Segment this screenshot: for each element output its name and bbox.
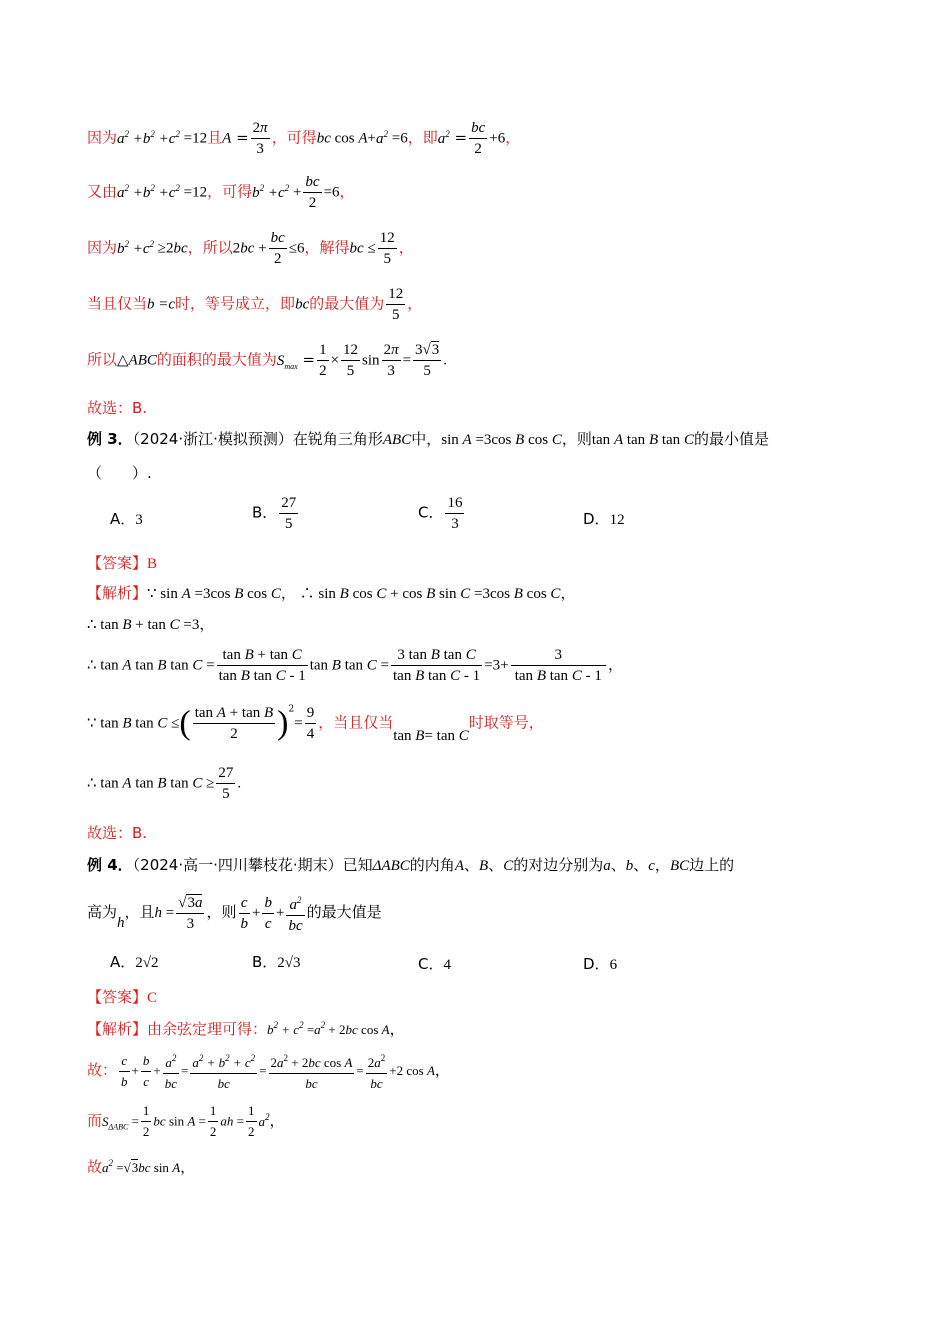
choose-b-1: 故选：B. bbox=[87, 399, 148, 417]
solution-line-4: 当且仅当b =c时，等号成立，即bc的最大值为 $\frac{12}{5}$ ， bbox=[87, 286, 423, 323]
example-4-option-b: B．2√3 bbox=[252, 953, 301, 971]
example-4-analysis-3: 而$S_{\Delta ABC}$ = $\frac{1}{2}$ bc sin A = $\frac{1}{2}$ ah = $\frac{1}{2}$ $a^2$， bbox=[87, 1103, 285, 1139]
solution-line-3: 因为$b^2 +c^2 \ge 2bc$，所以2bc + $\frac{bc}{2}$ ≤6，解得bc ≤ $\frac{12}{5}$ ， bbox=[87, 230, 414, 267]
example-3-option-d: D．12 bbox=[583, 510, 625, 528]
example-4-option-a: A．2√2 bbox=[110, 953, 159, 971]
example-3-option-c: C． $\frac{16}{3}$ bbox=[418, 495, 463, 532]
choose-b-2: 故选：B. bbox=[87, 824, 148, 842]
example-3-analysis-1: 【解析】∵ sin A =3cos B cos C， ∴ sin B cos C + cos B sin C =3cos B cos C， bbox=[87, 584, 576, 602]
example-3-analysis-3: ∴ tan A tan B tan C = $\frac{\text{tan B + tan C}}{\text{tan B tan C - 1}}$ tan B tan C = $\frac{\text{3 tan B tan C}}{\text{tan B tan C - 1}}$ =3+ $\frac{3}{\text{tan B tan C - 1}}$ ， bbox=[87, 647, 624, 684]
example-4-question-2: 高为h，且h = $\frac{√3a}{3}$ ，则 $\frac{c}{b}$ + $\frac{b}{c}$ + $\frac{a^2}{bc}$ 的最大值是 bbox=[87, 890, 382, 936]
example-4-question-1: 例 4．（2024·高一·四川攀枝花·期末）已知ΔABC的内角A、B、C的对边分别为a、b、c，BC边上的 bbox=[87, 856, 735, 874]
example-3-analysis-5: ∴ tan A tan B tan C ≥ $\frac{27}{5}$ . bbox=[87, 765, 242, 802]
example-3-paren: （ ）. bbox=[87, 464, 152, 482]
solution-line-2: 又由$a^2 +b^2 +c^2 =12$，可得$b^2 +c^2$ + $\frac{bc}{2}$ =6， bbox=[87, 174, 355, 211]
example-4-analysis-2: 故： $\frac{c}{b}$ + $\frac{b}{c}$ + $\frac{a^2}{bc}$ = $\frac{a^2 + b^2 + c^2}{bc}$ = $\frac{2a^2 + 2bc \cos A}{bc}$ = $\frac{2a^2}{bc}$ +2 cos A， bbox=[87, 1048, 450, 1094]
example-3-answer: 【答案】B bbox=[87, 554, 158, 572]
example-4-answer: 【答案】C bbox=[87, 988, 158, 1006]
example-3-analysis-2: ∴ tan B + tan C =3， bbox=[87, 617, 215, 633]
example-3-option-a: A．3 bbox=[110, 510, 143, 528]
solution-line-5: 所以△ABC的面积的最大值为$S_{max}$ = $\frac{1}{2}$ × $\frac{12}{5}$ sin $\frac{2\pi}{3}$ = $\frac{3√3}{5}$ . bbox=[87, 342, 448, 379]
example-4-option-d: D．6 bbox=[583, 955, 618, 973]
solution-line-1: 因为$a^2 +b^2 +c^2 =12$且A = $\frac{2\pi}{3}$ ，可得bc $\cos A+a^2 =6$，即$a^2$ = $\frac{bc}{2}$ +6， bbox=[87, 120, 521, 157]
example-3-option-b: B． $\frac{27}{5}$ bbox=[252, 495, 297, 532]
example-4-analysis-4: 故$a^2 =√3bc$ sin A， bbox=[87, 1158, 196, 1176]
example-4-analysis-1: 【解析】由余弦定理可得：$b^2 + c^2 =a^2 + 2bc$ cos A， bbox=[87, 1020, 405, 1038]
example-4-option-c: C．4 bbox=[418, 955, 451, 973]
example-3-question: 例 3．（2024·浙江·模拟预测）在锐角三角形ABC中，sin A =3cos B cos C，则tan A tan B tan C的最小值是 bbox=[87, 430, 769, 448]
example-3-analysis-4: ∵ tan B tan C ≤( $\frac{\text{tan A + tan B}}{2}$ )$^2$= $\frac{9}{4}$ ，当且仅当tan B= tan C时取等号， bbox=[87, 704, 544, 744]
